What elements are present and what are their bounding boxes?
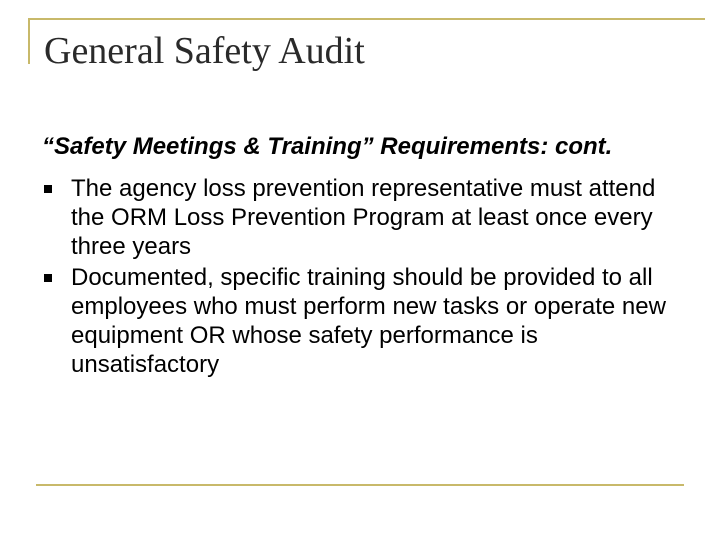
square-bullet-icon	[44, 274, 52, 282]
bullet-list	[42, 174, 692, 379]
bottom-rule	[36, 484, 684, 486]
bullet-item	[42, 174, 692, 261]
slide-content	[42, 132, 692, 381]
section-heading: “Safety Meetings & Training” Requirements: cont.	[42, 133, 613, 160]
bullet-text: Documented, specific training should be provided to all employees who must perform new tasks or operate new equipment OR whose safety performance is unsatisfactory	[71, 264, 666, 378]
bullet-item	[42, 263, 692, 379]
title-left-rule	[28, 18, 30, 64]
square-bullet-icon	[44, 185, 52, 193]
bullet-text: The agency loss prevention representative must attend the ORM Loss Prevention Program at least once every three years	[71, 175, 656, 260]
title-top-rule	[28, 18, 705, 20]
slide-title: General Safety Audit	[44, 30, 365, 72]
